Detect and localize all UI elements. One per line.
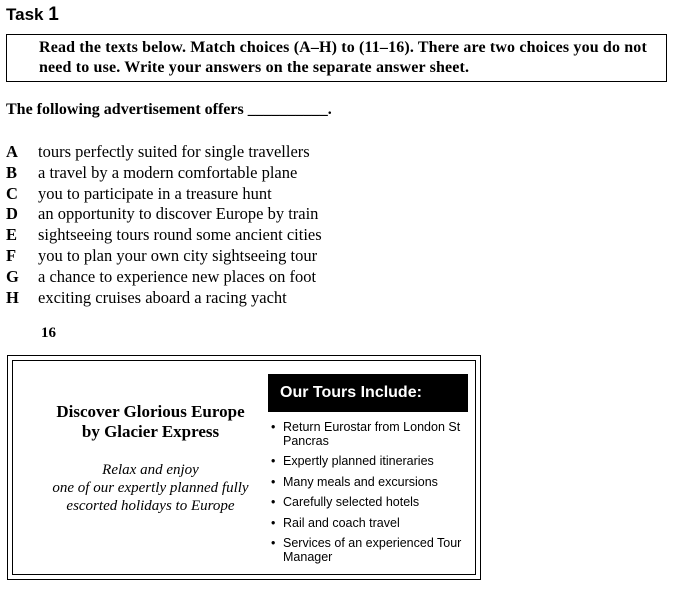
tour-item: • Return Eurostar from London St Pancras — [271, 421, 471, 448]
choice-text: you to participate in a treasure hunt — [38, 183, 272, 203]
tour-item: • Many meals and excursions — [271, 476, 471, 490]
advertisement — [7, 355, 481, 580]
choice-text: an opportunity to discover Europe by train — [38, 204, 319, 224]
choice-letter: H — [6, 287, 19, 307]
choice-letter: E — [6, 225, 18, 245]
choice-letter: F — [6, 245, 17, 265]
tours-header: Our Tours Include: — [268, 374, 468, 412]
choice-f — [6, 246, 322, 267]
choice-text: sightseeing tours round some ancient cities — [38, 225, 322, 245]
choice-g — [6, 267, 322, 288]
ad-headline-line: Discover Glorious Europe — [56, 402, 245, 421]
question-prompt: The following advertisement offers __________. — [6, 101, 332, 118]
tour-item: • Rail and coach travel — [271, 517, 471, 531]
ad-tagline-line: escorted holidays to Europe — [66, 498, 235, 514]
instructions-box — [6, 34, 667, 82]
choices-list — [6, 142, 322, 308]
choice-letter: G — [6, 266, 19, 286]
choice-letter: B — [6, 162, 18, 182]
ad-tagline — [28, 461, 273, 515]
choice-text: exciting cruises aboard a racing yacht — [38, 287, 287, 307]
choice-text: tours perfectly suited for single travellers — [38, 142, 310, 161]
ad-tagline-line: one of our expertly planned fully — [52, 480, 249, 496]
ad-headline-line: by Glacier Express — [81, 422, 220, 441]
task-title — [6, 4, 59, 26]
ad-headline — [28, 402, 273, 442]
choice-e — [6, 225, 322, 246]
choice-text: a travel by a modern comfortable plane — [38, 162, 298, 182]
choice-a — [6, 142, 322, 163]
choice-b — [6, 163, 322, 184]
choice-c — [6, 184, 322, 205]
tour-item: • Services of an experienced Tour Manager — [271, 537, 471, 564]
advertisement-frame — [12, 360, 476, 575]
choice-letter: D — [6, 204, 18, 224]
ad-tagline-line: Relax and enjoy — [102, 462, 199, 478]
tour-item: • Expertly planned itineraries — [271, 455, 471, 469]
task-label: Task — [6, 5, 44, 24]
tours-list — [271, 421, 471, 571]
item-number: 16 — [41, 325, 56, 341]
choice-letter: A — [6, 142, 18, 161]
choice-text: you to plan your own city sightseeing tour — [38, 245, 318, 265]
task-number: 1 — [48, 4, 59, 25]
tour-item: • Carefully selected hotels — [271, 496, 471, 510]
choice-text: a chance to experience new places on foot — [38, 266, 317, 286]
choice-h — [6, 288, 322, 309]
choice-letter: C — [6, 183, 18, 203]
choice-d — [6, 204, 322, 225]
instructions-text: Read the texts below. Match choices (A–H) to (11–16). There are two choices you do not need to use. Write your answers on the separate answer sheet. — [39, 39, 647, 76]
